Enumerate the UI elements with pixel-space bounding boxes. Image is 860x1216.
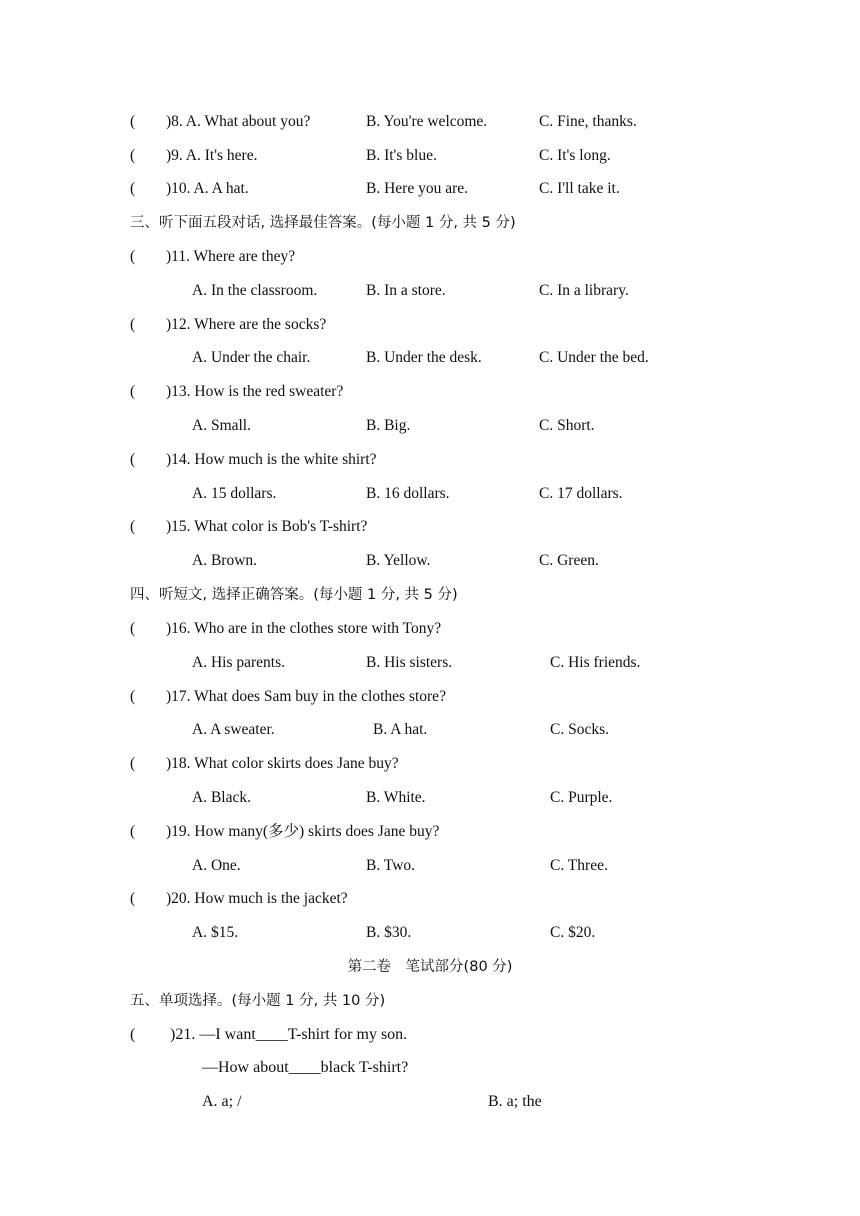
option-c: C. Purple. (550, 789, 613, 806)
section-5-heading: 五、单项选择。(每小题 1 分, 共 10 分) (130, 993, 386, 1009)
answer-paren: ( (130, 248, 136, 265)
option-b: B. His sisters. (366, 654, 453, 671)
option-b: B. a; the (488, 1093, 542, 1110)
answer-paren: ( (130, 451, 136, 468)
question-12-text: )12. Where are the socks? (166, 316, 327, 333)
answer-paren: ( (130, 383, 136, 400)
option-c: C. It's long. (539, 147, 611, 164)
option-c: C. Under the bed. (539, 349, 649, 366)
question-9-text: )9. A. It's here. (166, 147, 258, 164)
option-c: C. Socks. (550, 721, 609, 738)
option-a: A. Black. (192, 789, 251, 806)
part-2-title: 第二卷 笔试部分(80 分) (347, 959, 513, 975)
option-c: C. $20. (550, 924, 596, 941)
answer-paren: ( (130, 147, 136, 164)
question-14-text: )14. How much is the white shirt? (166, 451, 377, 468)
question-21-text: )21. —I want____T-shirt for my son. (170, 1026, 408, 1043)
answer-paren: ( (130, 518, 136, 535)
option-b: B. Yellow. (366, 552, 431, 569)
answer-paren: ( (130, 688, 136, 705)
question-17-text: )17. What does Sam buy in the clothes store? (166, 688, 446, 705)
option-a: A. His parents. (192, 654, 285, 671)
option-b: B. It's blue. (366, 147, 437, 164)
option-b: B. Under the desk. (366, 349, 482, 366)
option-a: A. $15. (192, 924, 239, 941)
option-c: C. In a library. (539, 282, 629, 299)
option-a: A. In the classroom. (192, 282, 318, 299)
option-a: A. 15 dollars. (192, 485, 277, 502)
answer-paren: ( (130, 1026, 136, 1043)
answer-paren: ( (130, 180, 136, 197)
answer-paren: ( (130, 620, 136, 637)
section-4-heading: 四、听短文, 选择正确答案。(每小题 1 分, 共 5 分) (130, 587, 458, 603)
option-c: C. His friends. (550, 654, 641, 671)
question-21-text-2: —How about____black T-shirt? (202, 1059, 409, 1076)
option-a: A. Under the chair. (192, 349, 311, 366)
option-b: B. 16 dollars. (366, 485, 450, 502)
question-13-text: )13. How is the red sweater? (166, 383, 344, 400)
option-b: B. A hat. (373, 721, 428, 738)
option-b: B. You're welcome. (366, 113, 488, 130)
option-c: C. Green. (539, 552, 599, 569)
option-a: A. Small. (192, 417, 251, 434)
question-8-text: )8. A. What about you? (166, 113, 311, 130)
option-a: A. Brown. (192, 552, 258, 569)
answer-paren: ( (130, 113, 136, 130)
option-c: C. Short. (539, 417, 595, 434)
question-16-text: )16. Who are in the clothes store with Tony? (166, 620, 442, 637)
option-c: C. Fine, thanks. (539, 113, 637, 130)
answer-paren: ( (130, 823, 136, 840)
option-b: B. Big. (366, 417, 411, 434)
option-b: B. Two. (366, 857, 416, 874)
answer-paren: ( (130, 755, 136, 772)
option-a: A. A sweater. (192, 721, 275, 738)
option-c: C. Three. (550, 857, 608, 874)
option-b: B. $30. (366, 924, 412, 941)
option-b: B. Here you are. (366, 180, 468, 197)
option-c: C. 17 dollars. (539, 485, 623, 502)
section-3-heading: 三、听下面五段对话, 选择最佳答案。(每小题 1 分, 共 5 分) (130, 215, 516, 231)
question-19-text: )19. How many(多少) skirts does Jane buy? (166, 823, 440, 840)
option-a: A. a; / (202, 1093, 242, 1110)
question-15-text: )15. What color is Bob's T-shirt? (166, 518, 368, 535)
option-a: A. One. (192, 857, 241, 874)
option-c: C. I'll take it. (539, 180, 620, 197)
question-18-text: )18. What color skirts does Jane buy? (166, 755, 399, 772)
answer-paren: ( (130, 316, 136, 333)
question-10-text: )10. A. A hat. (166, 180, 249, 197)
option-b: B. In a store. (366, 282, 446, 299)
question-20-text: )20. How much is the jacket? (166, 890, 348, 907)
option-b: B. White. (366, 789, 426, 806)
answer-paren: ( (130, 890, 136, 907)
question-11-text: )11. Where are they? (166, 248, 296, 265)
